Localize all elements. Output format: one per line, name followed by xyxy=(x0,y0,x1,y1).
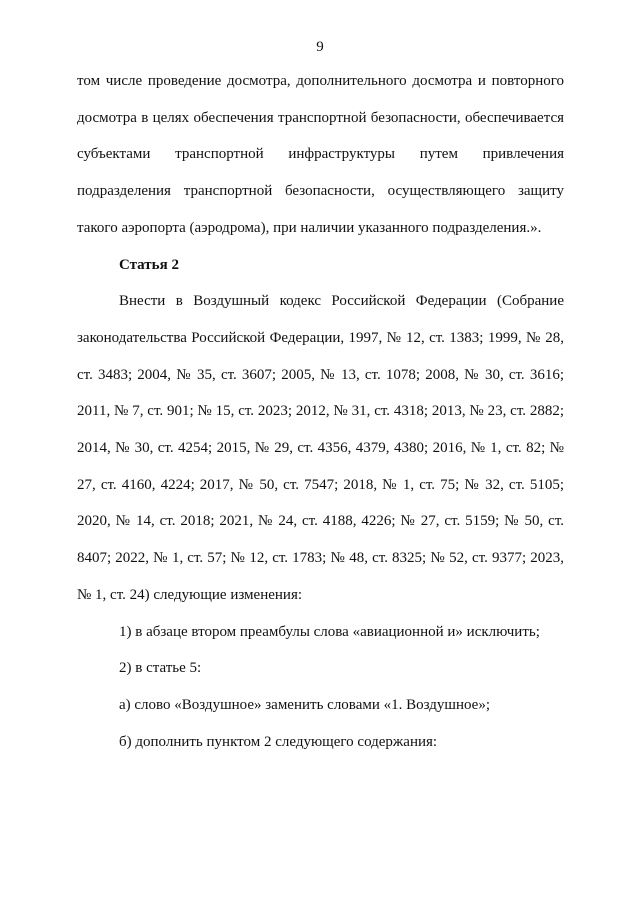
page-number: 9 xyxy=(316,39,324,55)
paragraph-amendment-intro: Внести в Воздушный кодекс Российской Федерации (Собрание законодательства Российской Федерации, 1997, № 12, ст. 1383; 1999, № 28, ст. 3483; 2004, № 35, ст. 3607; 2005, № 13, ст. 1078; 2008, № 30, ст. 3616; 2011, № 7, ст. 901; № 15, ст. 2023; 2012, № 31, ст. 4318; 2013, № 23, ст. 2882; 2014, № 30, ст. 4254; 2015, № 29, ст. 4356, 4379, 4380; 2016, № 1, ст. 82; № 27, ст. 4160, 4224; 2017, № 50, ст. 7547; 2018, № 1, ст. 75; № 32, ст. 5105; 2020, № 14, ст. 2018; 2021, № 24, ст. 4188, 4226; № 27, ст. 5159; № 50, ст. 8407; 2022, № 1, ст. 57; № 12, ст. 1783; № 48, ст. 8325; № 52, ст. 9377; 2023, № 1, ст. 24) следующие изменения: xyxy=(77,293,564,603)
list-item-2: 2) в статье 5: xyxy=(119,660,202,677)
list-item-2a: а) слово «Воздушное» заменить словами «1. Воздушное»; xyxy=(119,696,491,713)
list-item-2b: б) дополнить пунктом 2 следующего содержания: xyxy=(119,733,438,750)
article-heading: Статья 2 xyxy=(119,256,179,273)
paragraph-continuation: том числе проведение досмотра, дополнительного досмотра и повторного досмотра в целях обеспечения транспортной безопасности, обеспечивается субъектами транспортной инфраструктуры путем привлечения подразделения транспортной безопасности, осуществляющего защиту такого аэропорта (аэродрома), при наличии указанного подразделения.». xyxy=(77,73,564,236)
list-item-1: 1) в абзаце втором преамбулы слова «авиационной и» исключить; xyxy=(119,623,540,640)
document-body xyxy=(77,63,564,760)
